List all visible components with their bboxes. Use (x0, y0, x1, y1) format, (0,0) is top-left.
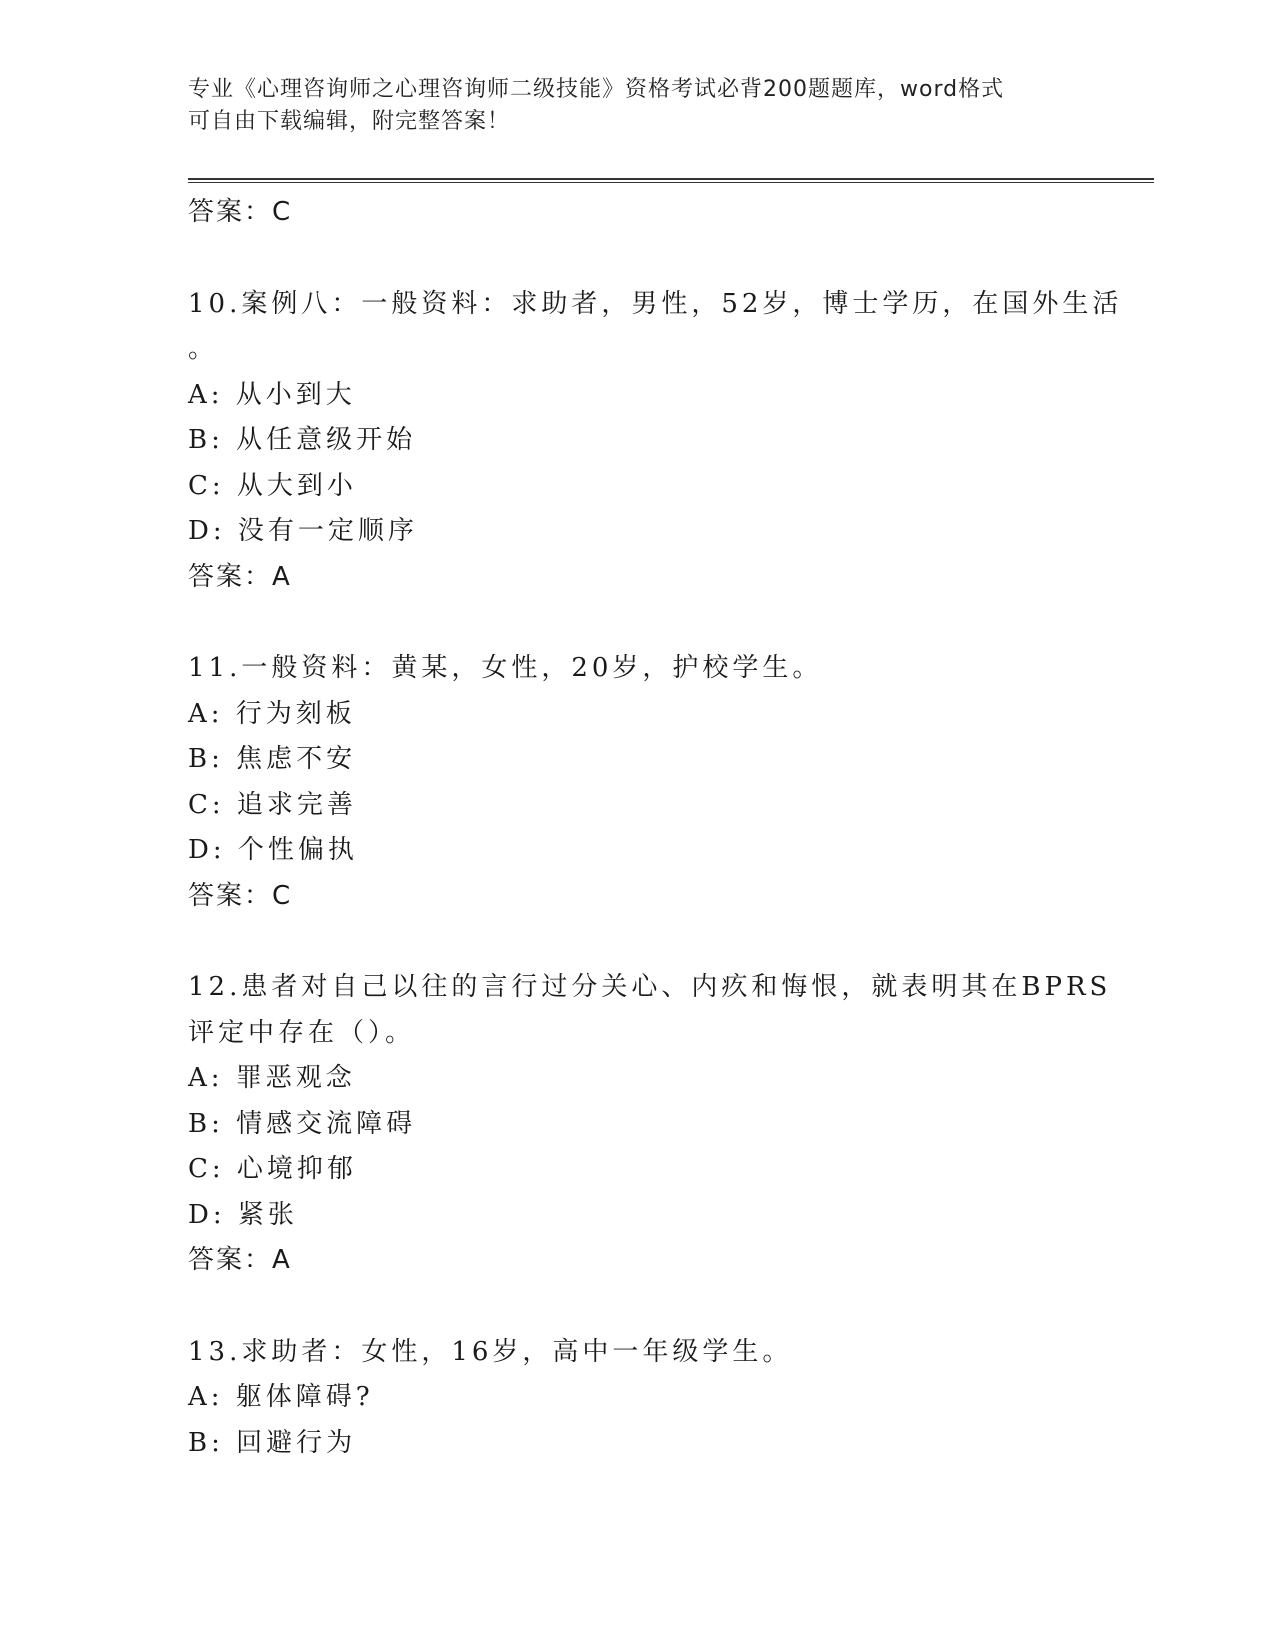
question-stem: 12.患者对自己以往的言行过分关心、内疚和悔恨，就表明其在BPRS (188, 972, 1112, 1002)
option-b: B: 焦虑不安 (188, 744, 357, 774)
spacer (188, 919, 1128, 965)
header-line-2: 可自由下载编辑，附完整答案！ (188, 109, 511, 134)
answer: 答案：A (188, 561, 292, 592)
option-a: A: 躯体障碍? (188, 1382, 374, 1412)
question-stem: 11.一般资料：黄某，女性，20岁，护校学生。 (188, 653, 823, 683)
option-a: A: 行为刻板 (188, 698, 356, 729)
question-13 (188, 1330, 1128, 1467)
option-d: D: 个性偏执 (188, 835, 358, 865)
question-12 (188, 965, 1128, 1284)
answer: 答案：C (188, 880, 293, 911)
header-divider (188, 178, 1154, 183)
question-list (188, 190, 1128, 1466)
answer: 答案：A (188, 1245, 292, 1275)
question-stem: 。 (188, 334, 219, 364)
option-b: B: 从任意级开始 (188, 425, 417, 455)
question-stem: 13.求助者：女性，16岁，高中一年级学生。 (188, 1336, 793, 1367)
option-b: B: 情感交流障碍 (188, 1108, 417, 1139)
option-c: C: 心境抑郁 (188, 1154, 357, 1184)
question-11 (188, 646, 1128, 919)
option-c: C: 从大到小 (188, 470, 357, 501)
previous-answer: 答案：C (188, 197, 293, 227)
spacer (188, 1284, 1128, 1330)
option-a: A: 罪恶观念 (188, 1063, 356, 1093)
question-10 (188, 282, 1128, 601)
spacer (188, 236, 1128, 282)
option-d: D: 紧张 (188, 1199, 298, 1230)
option-a: A: 从小到大 (188, 379, 356, 410)
option-d: D: 没有一定顺序 (188, 516, 418, 546)
question-stem: 10.案例八：一般资料：求助者，男性，52岁，博士学历，在国外生活 (188, 288, 1123, 319)
header-line-1: 专业《心理咨询师之心理咨询师二级技能》资格考试必背200题题库，word格式 (188, 77, 1005, 102)
spacer (188, 600, 1128, 646)
question-stem: 评定中存在（）。 (188, 1017, 416, 1048)
option-b: B: 回避行为 (188, 1427, 357, 1458)
document-header (188, 74, 1088, 138)
option-c: C: 追求完善 (188, 789, 357, 820)
